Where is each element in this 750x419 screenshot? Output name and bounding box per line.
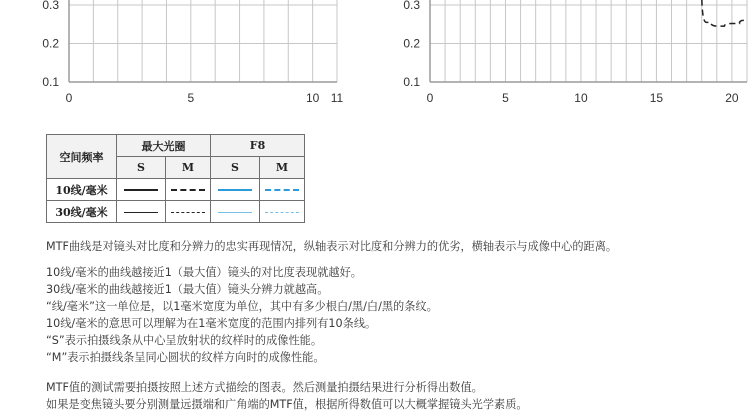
legend-row-10lines: 10线/毫米 — [47, 179, 117, 201]
legend-header-max-aperture: 最大光圈 — [117, 135, 211, 157]
mtf-chart-right-plot — [390, 0, 750, 112]
legend-sample-30-m-f8 — [260, 201, 305, 223]
mtf-legend-table — [46, 134, 305, 223]
x-tick-label: 11 — [330, 91, 344, 105]
legend-header-s1: S — [117, 157, 166, 179]
legend-header-s2: S — [211, 157, 260, 179]
mtf-chart-left — [0, 0, 360, 112]
note-30-lines: 30线/毫米的曲线越接近1（最大值）镜头分辨力就越高。 — [46, 283, 329, 296]
note-mtf-test: MTF值的测试需要拍摄按照上述方式描绘的图表。然后测量拍摄结果进行分析得出数值。 — [46, 381, 483, 394]
y-tick-label: 0.1 — [403, 75, 420, 89]
y-tick-label: 0.2 — [42, 36, 59, 51]
legend-sample-30-s-f8 — [211, 201, 260, 223]
y-tick-label: 0.3 — [403, 0, 420, 12]
legend-sample-30-s-max — [117, 201, 166, 223]
note-mtf-curve: MTF曲线是对镜头对比度和分辨力的忠实再现情况，纵轴表示对比度和分辨力的优劣，横轴表示与成像中心的距离。 — [46, 240, 618, 253]
legend-header-frequency: 空间频率 — [47, 135, 117, 179]
y-tick-label: 0.2 — [403, 36, 420, 51]
legend-sample-10-s-max — [117, 179, 166, 201]
y-tick-label: 0.3 — [42, 0, 59, 12]
mtf-chart-left-plot — [0, 0, 360, 112]
x-tick-label: 5 — [502, 91, 509, 105]
note-s-meaning: “S”表示拍摄线条从中心呈放射状的纹样时的成像性能。 — [46, 334, 323, 347]
legend-sample-10-m-f8 — [260, 179, 305, 201]
legend-header-f8: F8 — [211, 135, 305, 157]
note-10-lines: 10线/毫米的曲线越接近1（最大值）镜头的对比度表现就越好。 — [46, 266, 362, 279]
y-tick-label: 0.1 — [42, 75, 59, 89]
legend-sample-30-m-max — [166, 201, 211, 223]
note-zoom-lens: 如果是变焦镜头要分别测量远摄端和广角端的MTF值，根据所得数值可以大概掌握镜头光学素质。 — [46, 398, 528, 411]
legend-sample-10-s-f8 — [211, 179, 260, 201]
x-tick-label: 10 — [574, 91, 588, 105]
dashed-black-series-line — [702, 0, 747, 26]
x-tick-label: 15 — [649, 91, 664, 105]
legend-header-m2: M — [260, 157, 305, 179]
note-10-lines-meaning: 10线/毫米的意思可以理解为在1毫米宽度的范围内排列有10条线。 — [46, 317, 377, 330]
mtf-explanation-notes — [46, 238, 746, 413]
legend-row-30lines: 30线/毫米 — [47, 201, 117, 223]
x-tick-label: 0 — [65, 91, 73, 105]
legend-header-m1: M — [166, 157, 211, 179]
x-tick-label: 0 — [426, 91, 434, 105]
x-tick-label: 20 — [725, 91, 739, 105]
note-unit-definition: “线/毫米”这一单位是，以1毫米宽度为单位，其中有多少根白/黑/白/黑的条纹。 — [46, 300, 438, 313]
mtf-chart-right — [390, 0, 750, 112]
note-m-meaning: “M”表示拍摄线条呈同心圆状的纹样方向时的成像性能。 — [46, 351, 325, 364]
x-tick-label: 5 — [187, 91, 195, 105]
legend-sample-10-m-max — [166, 179, 211, 201]
x-tick-label: 10 — [305, 91, 320, 105]
